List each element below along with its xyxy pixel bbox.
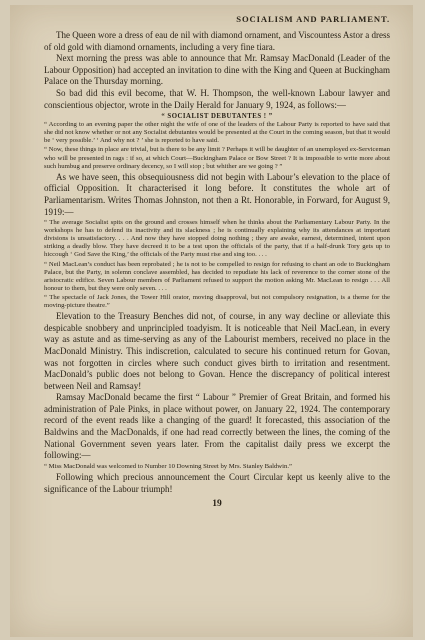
paragraph: Next morning the press was able to announce that Mr. Ramsay MacDonald (Leader of the Labour Opposition) had accepted an invitation to dine with the King and Queen at Buckingham Palace on the Thursday morning.: [44, 53, 390, 87]
paragraph: As we have seen, this obsequiousness did not begin with Labour’s elevation to the place of official Opposition. It characterised it long before. It constitutes the whole art of Parliamentarism. Writes Thomas Johnston, not then a Rt. Honorable, in Forward, for August 9, 1919:—: [44, 171, 390, 217]
block-quote: “ Now, these things in place are trivial, but is there to be any limit ? Perhaps it will be daughter of an unemployed ex-Serviceman who will be presented in rags : if so, at which Court—Buckingham Palace or Bow Street ? It is impossible to write more about such humbug and preserve ordinary decency, so I will stop ; but whither are we going ? ”: [44, 146, 390, 170]
page-number: 19: [212, 499, 222, 510]
block-quote: “ Miss MacDonald was welcomed to Number 10 Downing Street by Mrs. Stanley Baldwin.”: [44, 462, 292, 470]
text-body: [44, 30, 390, 495]
paragraph: So bad did this evil become, that W. H. Thompson, the well-known Labour lawyer and conscientious objector, wrote in the Daily Herald for January 9, 1924, as follows:—: [44, 87, 390, 110]
paragraph: Following which precious announcement the Court Circular kept us keenly alive to the significance of the Labour triumph!: [44, 471, 390, 494]
paragraph: The Queen wore a dress of eau de nil with diamond ornament, and Viscountess Astor a dress of old gold with diamond ornaments, including a very fine tiara.: [44, 30, 390, 52]
running-header: SOCIALISM AND PARLIAMENT.: [236, 14, 390, 24]
block-quote: “ According to an evening paper the other night the wife of one of the leaders of the Labour Party is reported to have said that she did not know whether or not any Socialist debutantes would be presented at the Court in the coming season, but that it would be ‘ very possible.’ ‘ And why not ? ’ she is reported to have said.: [44, 121, 390, 145]
paragraph: Elevation to the Treasury Benches did not, of course, in any way decline or alleviate this despicable snobbery and unprincipled toadyism. It is noticeable that Neil MacLean, in every way as astute and as time-serving as any of the Labourist members, received no place in the MacDonald Ministry. This indiscretion, calculated to secure his continued return for Govan, was not forgotten in circles where such conduct gives birth to irritation and resentment. MacDonald’s public does not belong to Govan. Hence the discrepancy of political interest between Neil and Ramsay!: [44, 311, 390, 391]
quote-heading: “ SOCIALIST DEBUTANTES ! ”: [161, 113, 273, 121]
block-quote: “ The spectacle of Jack Jones, the Tower Hill orator, moving disapproval, but not compulsory resignation, is a theme for the moving-picture theatre.”: [44, 293, 390, 310]
book-page: [10, 5, 413, 637]
paragraph: Ramsay MacDonald became the first “ Labour ” Premier of Great Britain, and formed his administration of Pale Pinks, in place without power, on January 22, 1924. The contemporary record of the event reads like a changing of the guard! It forecasted, this association of the Baldwins and the MacDonalds, if one had read correctly between the lines, the coming of the National Government seven years later. From the capitalist daily press we excerpt the following:—: [44, 392, 390, 461]
page-content: [44, 14, 390, 509]
block-quote: “ Neil MacLean’s conduct has been reprobated ; he is not to be compelled to resign for refusing to chant an ode to Buckingham Palace, but the Party, in solemn conclave assembled, has decided to repudiate his lack of reverence to the corner stone of the aristocratic edifice. Seven Labour members of Parliament refused to support the motion asking Mr. MacLean to resign . . . All honour to them, but they were only seven. . . .: [44, 260, 390, 292]
block-quote: “ The average Socialist spits on the ground and crosses himself when he thinks about the Parliamentary Labour Party. In the workshops he has to defend its inactivity and its slackness ; he is continually explaining why its attendances at important divisions is unsatisfactory. . . . And now they have stopped doing nothing ; they are awake, earnest, determined, intent upon striking a deadly blow. They have decreed it to be a test upon the officials of the party, that if a half-drunk Tory gets up to hiccough ‘ God Save the King,’ the officials of the Party must rise and sing too. . . .: [44, 219, 390, 259]
